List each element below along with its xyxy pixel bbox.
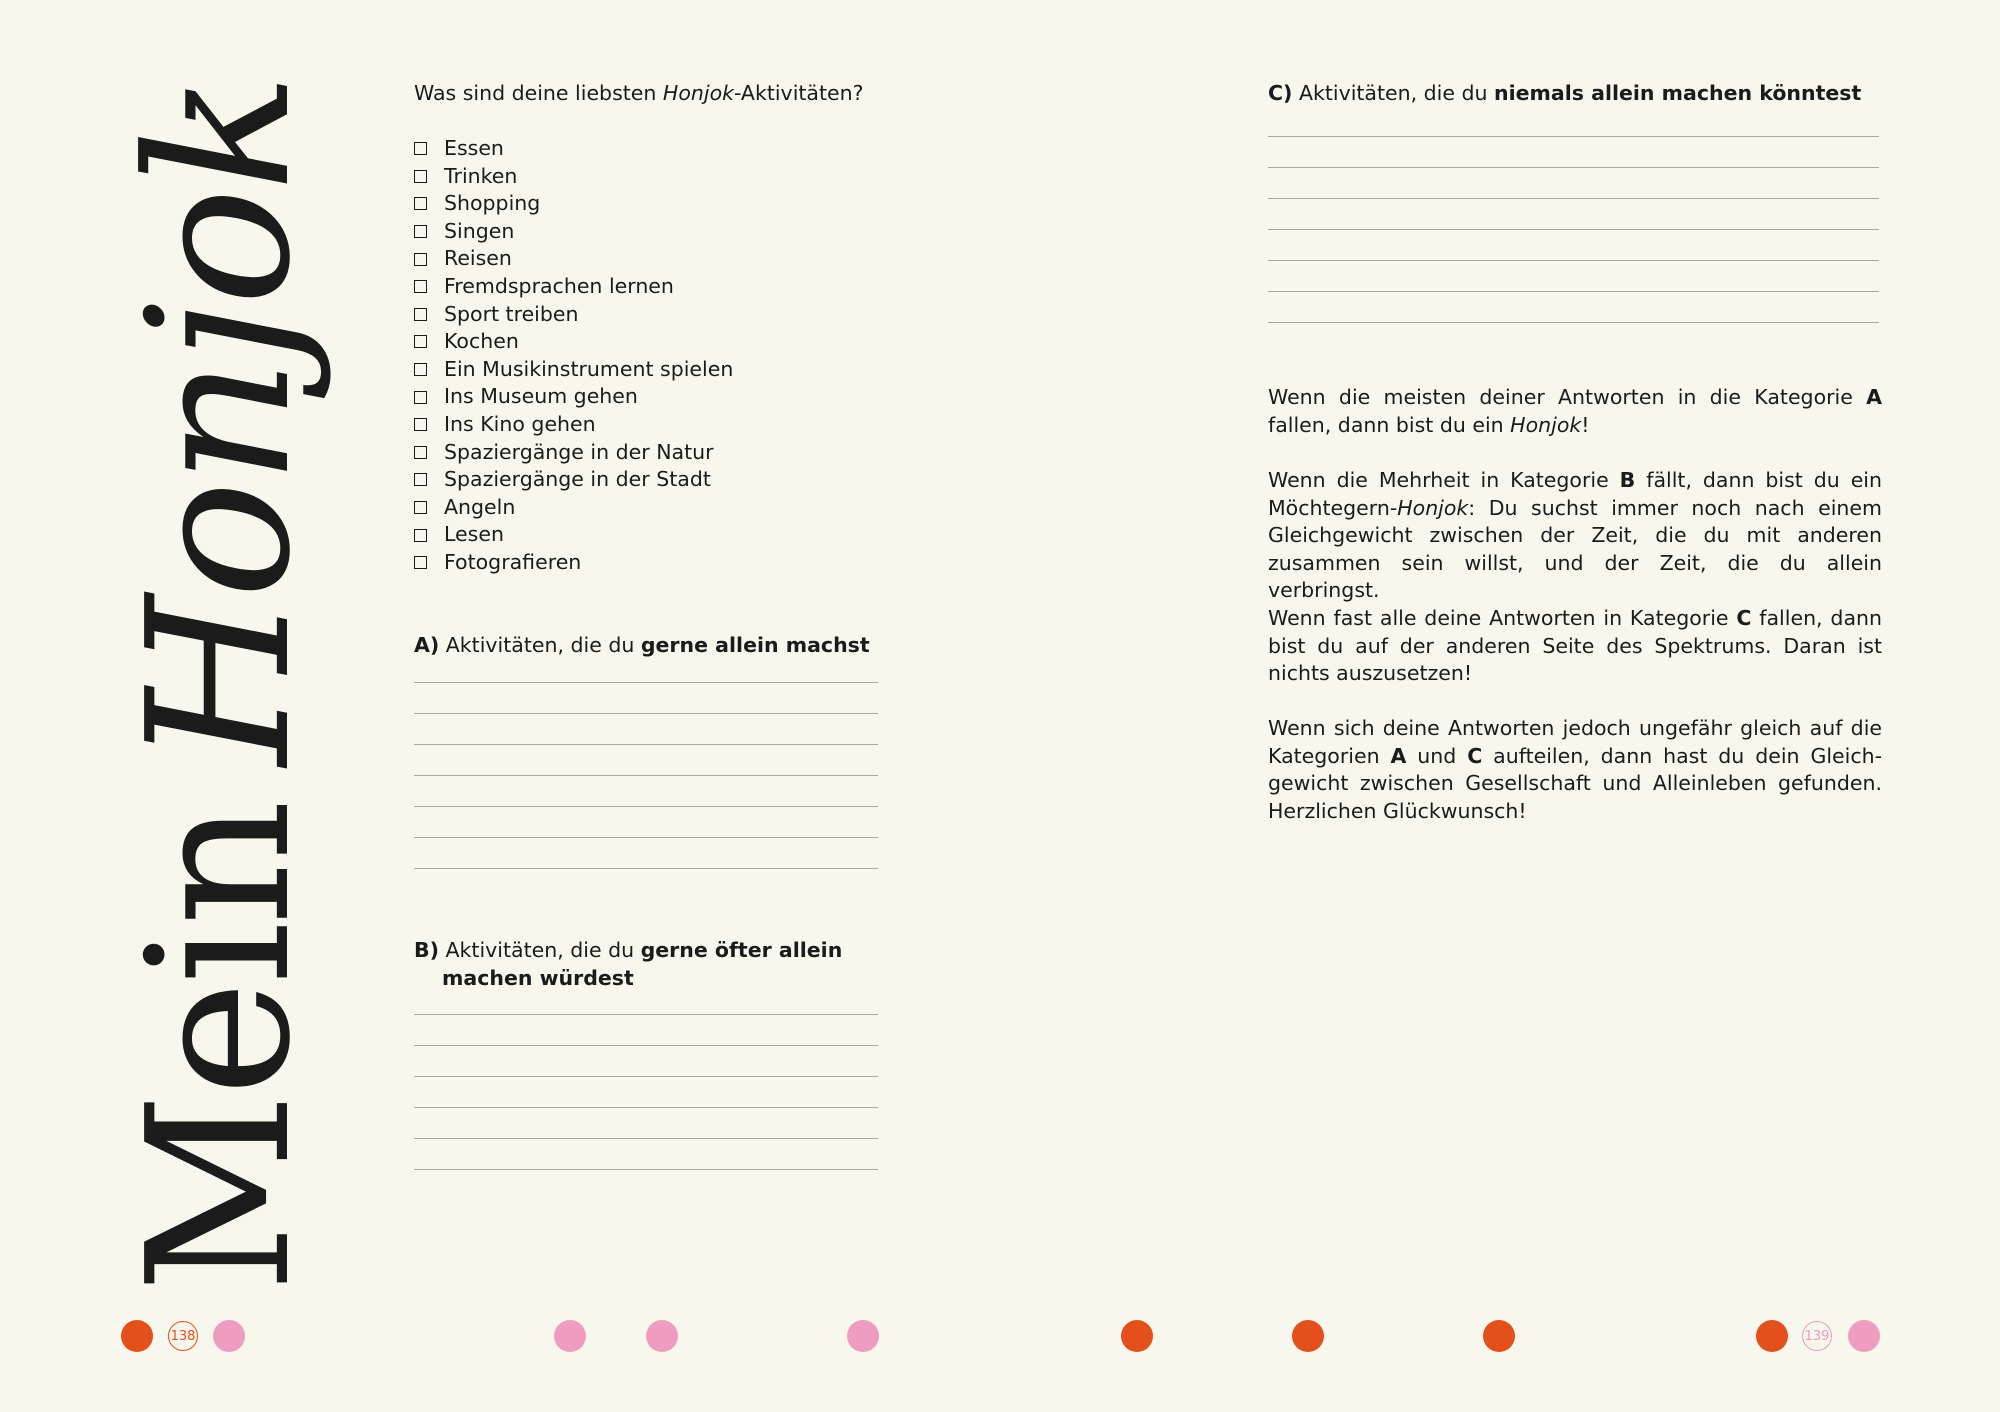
p3-text2: fallen, dann bist du auf der anderen Seite des Spektrums. Daran ist nichts auszusetzen! xyxy=(1268,606,1882,685)
answer-line[interactable] xyxy=(414,984,878,1015)
section-a-answer-lines[interactable] xyxy=(414,652,878,869)
p1-bold1: A xyxy=(1866,385,1882,409)
section-a-letter: A) xyxy=(414,633,440,657)
activities-question xyxy=(414,80,864,108)
activity-checklist-item[interactable] xyxy=(414,190,733,218)
answer-line[interactable] xyxy=(1268,168,1879,199)
checkbox[interactable] xyxy=(414,418,427,431)
title-honjok: Honjok xyxy=(106,76,334,766)
p2-italic1: Honjok xyxy=(1397,495,1469,520)
answer-line[interactable] xyxy=(1268,106,1879,137)
p4-bold2: C xyxy=(1467,743,1483,768)
activity-label: Ins Kino gehen xyxy=(444,411,596,436)
result-paragraph-a xyxy=(1268,384,1882,439)
answer-line[interactable] xyxy=(414,683,878,714)
checkbox[interactable] xyxy=(414,391,427,404)
p3-bold1: C xyxy=(1736,606,1752,630)
p1-text3: ! xyxy=(1581,412,1590,437)
answer-line[interactable] xyxy=(1268,199,1879,230)
answer-line[interactable] xyxy=(414,1046,878,1077)
checkbox[interactable] xyxy=(414,473,427,486)
section-a-text: Aktivitäten, die du xyxy=(439,633,641,657)
section-b-bold: gerne öfter allein xyxy=(640,938,843,962)
section-c-bold: niemals allein machen könntest xyxy=(1494,81,1862,105)
section-c-heading xyxy=(1268,80,1861,108)
section-b-bold-line2: machen würdest xyxy=(442,965,634,990)
activity-checklist-item[interactable] xyxy=(414,135,733,163)
activity-checklist xyxy=(414,135,733,577)
checkbox[interactable] xyxy=(414,170,427,183)
answer-line[interactable] xyxy=(1268,292,1879,323)
checkbox[interactable] xyxy=(414,308,427,321)
activity-label: Spaziergänge in der Natur xyxy=(444,439,714,464)
activity-checklist-item[interactable] xyxy=(414,273,733,301)
activity-label: Fotografieren xyxy=(444,549,582,574)
question-italic: Honjok xyxy=(662,81,734,105)
section-b-text: Aktivitäten, die du xyxy=(439,938,641,962)
activity-label: Ins Museum gehen xyxy=(444,384,638,409)
activity-label: Reisen xyxy=(444,246,512,271)
checkbox[interactable] xyxy=(414,446,427,459)
checkbox[interactable] xyxy=(414,142,427,155)
p2-text2: fällt, dann bist du ein Möchtegern- xyxy=(1268,468,1882,520)
activity-label: Shopping xyxy=(444,191,541,216)
answer-line[interactable] xyxy=(414,776,878,807)
activity-checklist-item[interactable] xyxy=(414,521,733,549)
answer-line[interactable] xyxy=(414,1015,878,1046)
answer-line[interactable] xyxy=(1268,230,1879,261)
footer-dot-pink xyxy=(213,1320,245,1352)
question-suffix: -Aktivitäten? xyxy=(733,81,864,105)
page-number-right: 139 xyxy=(1802,1321,1832,1351)
p2-text3: : Du suchst immer noch nach einem Gleichgewicht zwischen der Zeit, die du mit anderen zusammen sein willst, und der Zeit, die du allein verbringst. xyxy=(1268,495,1882,602)
footer-dot-orange xyxy=(1121,1320,1153,1352)
activity-label: Angeln xyxy=(444,494,516,519)
p1-text2: fallen, dann bist du ein xyxy=(1268,412,1511,437)
activity-checklist-item[interactable] xyxy=(414,494,733,522)
section-b-letter: B) xyxy=(414,938,439,962)
activity-label: Sport treiben xyxy=(444,301,579,326)
checkbox[interactable] xyxy=(414,225,427,238)
p1-text1: Wenn die meisten deiner Antworten in die Kategorie xyxy=(1268,385,1867,409)
activity-checklist-item[interactable] xyxy=(414,163,733,191)
answer-line[interactable] xyxy=(414,838,878,869)
footer-dot-pink xyxy=(847,1320,879,1352)
p4-bold1: A xyxy=(1390,743,1407,768)
p3-text1: Wenn fast alle deine Antworten in Kategorie xyxy=(1268,606,1737,630)
section-c-letter: C) xyxy=(1268,81,1293,105)
page-number-left: 138 xyxy=(168,1321,198,1351)
section-a-bold: gerne allein machst xyxy=(640,633,870,657)
p1-italic1: Honjok xyxy=(1510,412,1582,437)
answer-line[interactable] xyxy=(414,714,878,745)
activity-checklist-item[interactable] xyxy=(414,301,733,329)
footer-dot-pink xyxy=(554,1320,586,1352)
footer-dot-pink xyxy=(1848,1320,1880,1352)
checkbox[interactable] xyxy=(414,197,427,210)
checkbox[interactable] xyxy=(414,280,427,293)
answer-line[interactable] xyxy=(414,1077,878,1108)
answer-line[interactable] xyxy=(414,1108,878,1139)
title-mein: Mein xyxy=(106,803,334,1294)
p4-text2: und xyxy=(1406,743,1468,768)
activity-checklist-item[interactable] xyxy=(414,356,733,384)
activity-label: Essen xyxy=(444,136,504,161)
activity-label: Ein Musikinstrument spielen xyxy=(444,356,734,381)
checkbox[interactable] xyxy=(414,529,427,542)
answer-line[interactable] xyxy=(1268,261,1879,292)
activity-checklist-item[interactable] xyxy=(414,328,733,356)
footer-dot-orange xyxy=(121,1320,153,1352)
p2-text1: Wenn die Mehrheit in Kategorie xyxy=(1268,468,1620,492)
p2-bold1: B xyxy=(1619,468,1636,492)
answer-line[interactable] xyxy=(1268,137,1879,168)
footer-dot-orange xyxy=(1756,1320,1788,1352)
activity-checklist-item[interactable] xyxy=(414,245,733,273)
result-paragraph-c xyxy=(1268,605,1882,688)
answer-line[interactable] xyxy=(414,807,878,838)
footer-dot-orange xyxy=(1292,1320,1324,1352)
footer-dot-orange xyxy=(1483,1320,1515,1352)
activity-label: Fremdsprachen lernen xyxy=(444,274,674,299)
vertical-title xyxy=(106,76,334,1294)
checkbox[interactable] xyxy=(414,556,427,569)
footer-dot-pink xyxy=(646,1320,678,1352)
question-prefix: Was sind deine liebsten xyxy=(414,81,663,105)
answer-line[interactable] xyxy=(414,652,878,683)
section-c-text: Aktivitäten, die du xyxy=(1292,81,1495,105)
section-c-answer-lines[interactable] xyxy=(1268,106,1879,323)
activity-label: Kochen xyxy=(444,329,519,354)
section-b-answer-lines[interactable] xyxy=(414,984,878,1170)
result-paragraph-ac xyxy=(1268,715,1882,825)
result-paragraph-b xyxy=(1268,467,1882,605)
p4-text1: Wenn sich deine Antworten jedoch ungefähr gleich auf die Kategorien xyxy=(1268,716,1882,768)
activity-label: Lesen xyxy=(444,522,504,547)
checkbox[interactable] xyxy=(414,253,427,266)
activity-checklist-item[interactable] xyxy=(414,549,733,577)
checkbox[interactable] xyxy=(414,335,427,348)
activity-checklist-item[interactable] xyxy=(414,466,733,494)
activity-checklist-item[interactable] xyxy=(414,439,733,467)
checkbox[interactable] xyxy=(414,363,427,376)
activity-checklist-item[interactable] xyxy=(414,411,733,439)
activity-checklist-item[interactable] xyxy=(414,218,733,246)
activity-checklist-item[interactable] xyxy=(414,383,733,411)
activity-label: Trinken xyxy=(444,163,518,188)
checkbox[interactable] xyxy=(414,501,427,514)
activity-label: Spaziergänge in der Stadt xyxy=(444,467,711,492)
p4-text3: aufteilen, dann hast du dein Gleichgewicht zwischen Gesellschaft und Alleinleben gefunden. Herzlichen Glückwunsch! xyxy=(1268,743,1882,823)
answer-line[interactable] xyxy=(414,745,878,776)
activity-label: Singen xyxy=(444,218,515,243)
answer-line[interactable] xyxy=(414,1139,878,1170)
